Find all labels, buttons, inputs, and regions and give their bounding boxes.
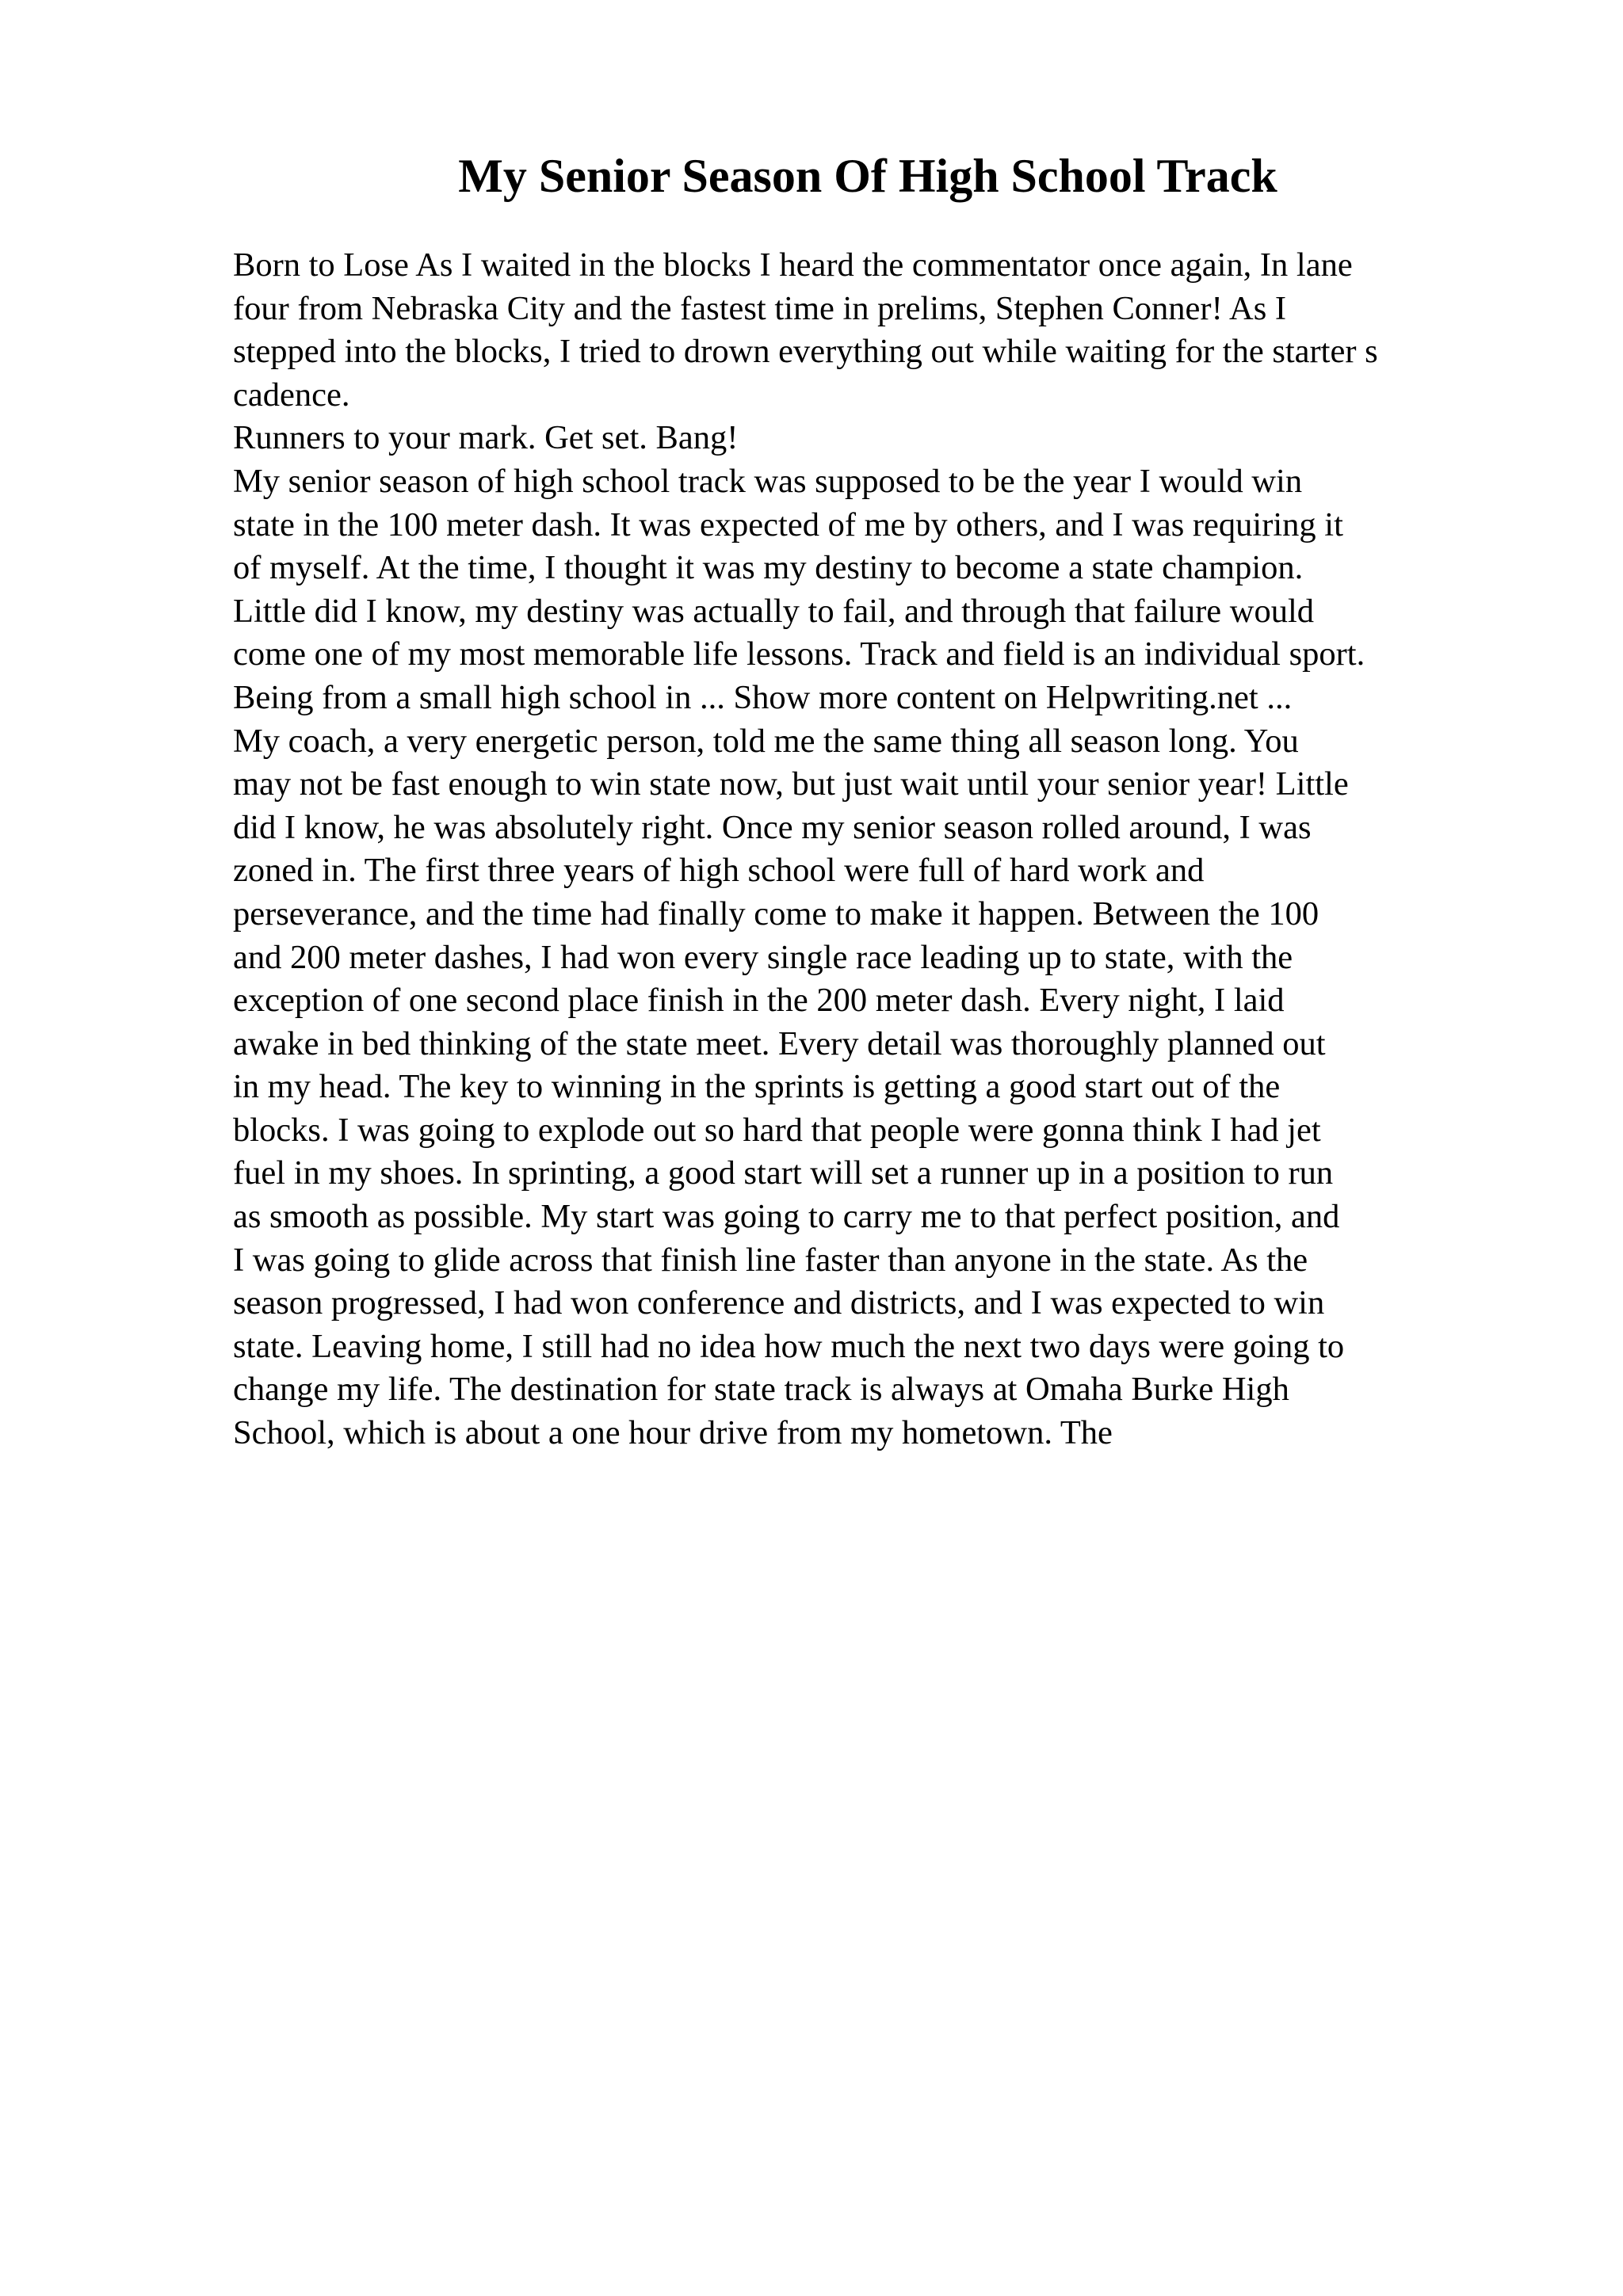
body-line: cadence. xyxy=(233,376,350,414)
body-line: as smooth as possible. My start was going to carry me to that perfect position, and xyxy=(233,1198,1340,1236)
body-line: state in the 100 meter dash. It was expected of me by others, and I was requiring it xyxy=(233,505,1343,543)
body-line: exception of one second place finish in the 200 meter dash. Every night, I laid xyxy=(233,982,1285,1020)
body-line: My coach, a very energetic person, told me the same thing all season long. You xyxy=(233,722,1299,760)
body-line: four from Nebraska City and the fastest time in prelims, Stephen Conner! As I xyxy=(233,289,1287,327)
body-line: Runners to your mark. Get set. Bang! xyxy=(233,419,739,457)
body-line: and 200 meter dashes, I had won every single race leading up to state, with the xyxy=(233,938,1293,976)
body-line: zoned in. The first three years of high school were full of hard work and xyxy=(233,852,1205,890)
body-line: season progressed, I had won conference and districts, and I was expected to win xyxy=(233,1284,1325,1322)
body-line: change my life. The destination for state track is always at Omaha Burke High xyxy=(233,1371,1289,1409)
document-title: My Senior Season Of High School Track xyxy=(458,150,1277,202)
body-line: come one of my most memorable life lessons. Track and field is an individual sport. xyxy=(233,635,1365,673)
body-line: of myself. At the time, I thought it was my destiny to become a state champion. xyxy=(233,549,1304,587)
document-body xyxy=(233,244,1501,1455)
body-line: perseverance, and the time had finally come to make it happen. Between the 100 xyxy=(233,894,1319,933)
body-line: Little did I know, my destiny was actually to fail, and through that failure would xyxy=(233,592,1315,630)
body-line: School, which is about a one hour drive from my hometown. The xyxy=(233,1414,1113,1452)
body-line: awake in bed thinking of the state meet. Every detail was thoroughly planned out xyxy=(233,1024,1326,1062)
body-line: Being from a small high school in ... Show more content on Helpwriting.net ... xyxy=(233,678,1293,716)
body-line: may not be fast enough to win state now, but just wait until your senior year! Little xyxy=(233,765,1349,803)
body-line: did I know, he was absolutely right. Once my senior season rolled around, I was xyxy=(233,808,1312,846)
body-line: My senior season of high school track was supposed to be the year I would win xyxy=(233,462,1303,500)
body-line: in my head. The key to winning in the sprints is getting a good start out of the xyxy=(233,1068,1281,1106)
body-line: state. Leaving home, I still had no idea how much the next two days were going to xyxy=(233,1327,1345,1365)
body-line: fuel in my shoes. In sprinting, a good start will set a runner up in a position to run xyxy=(233,1154,1334,1192)
body-line: I was going to glide across that finish line faster than anyone in the state. As the xyxy=(233,1241,1308,1279)
body-line: blocks. I was going to explode out so hard that people were gonna think I had jet xyxy=(233,1111,1321,1149)
body-line: stepped into the blocks, I tried to drown everything out while waiting for the starter s xyxy=(233,333,1378,371)
body-line: Born to Lose As I waited in the blocks I heard the commentator once again, In lane xyxy=(233,246,1353,284)
